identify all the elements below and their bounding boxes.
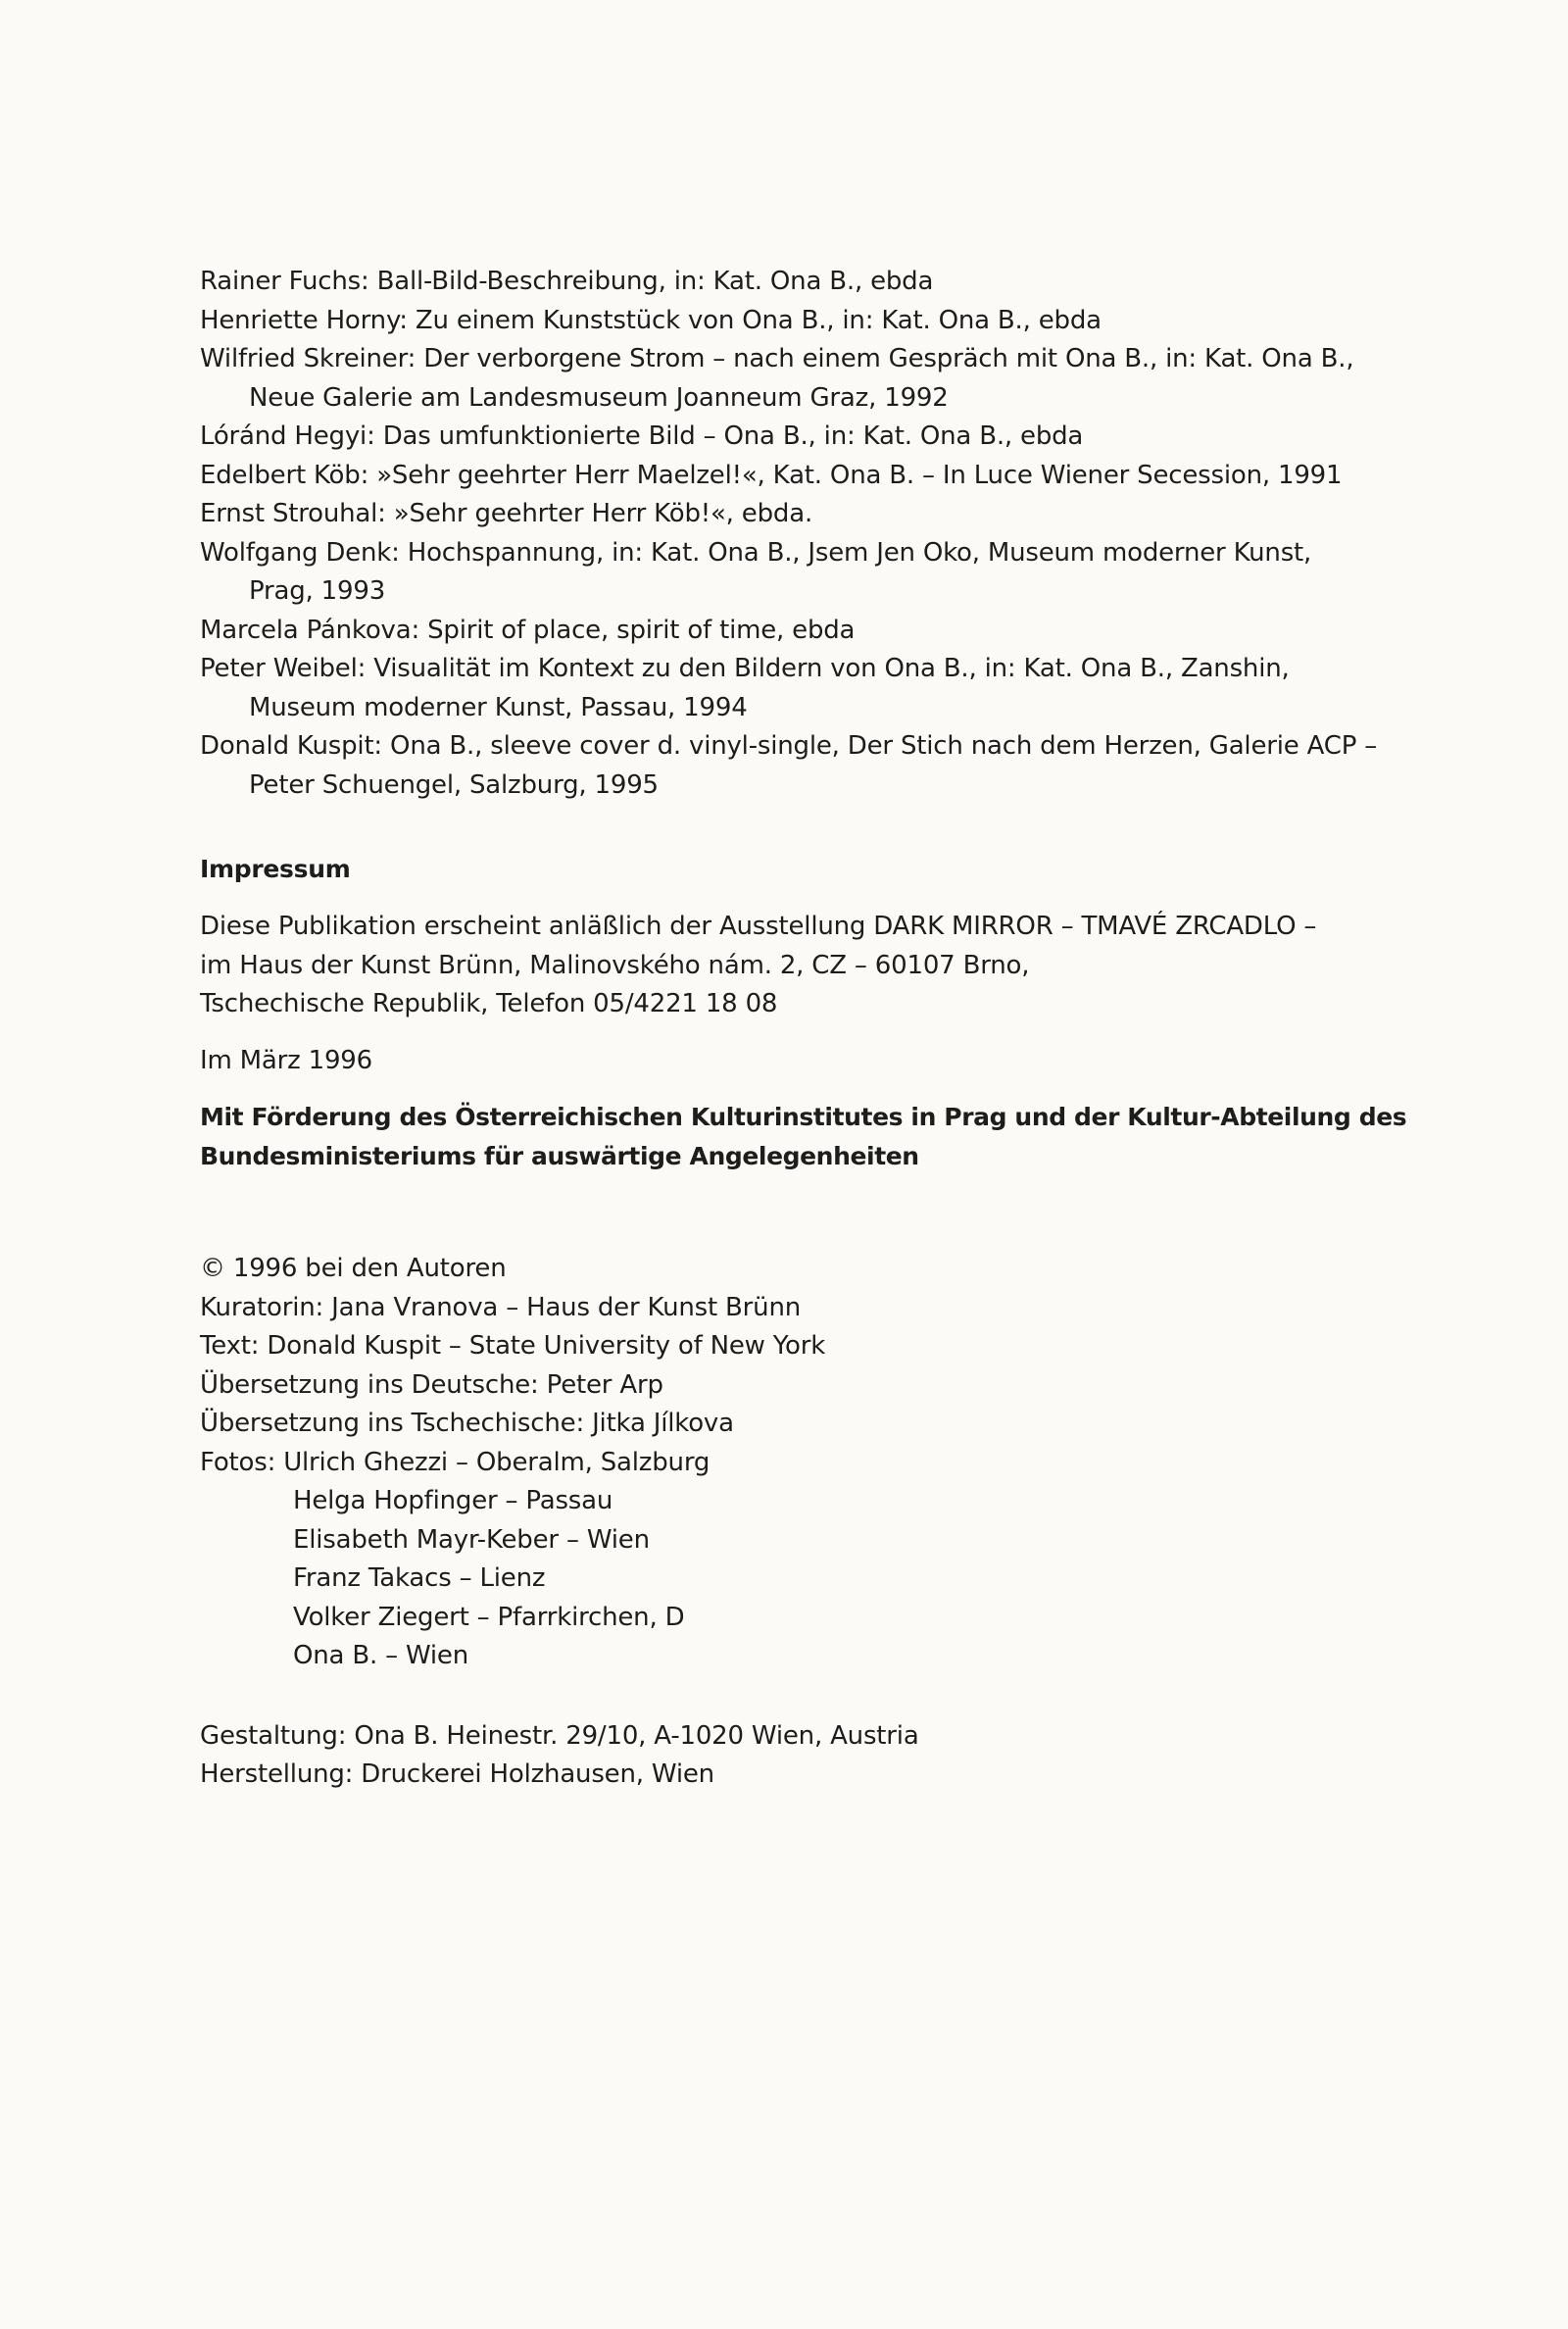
publication-line: im Haus der Kunst Brünn, Malinovského nám. 2, CZ – 60107 Brno, [200, 950, 1030, 980]
bibliography-list [200, 263, 1376, 805]
credit-line: Übersetzung ins Deutsche: Peter Arp [200, 1369, 663, 1400]
reference-continuation: Peter Schuengel, Salzburg, 1995 [249, 769, 659, 800]
funding-notice [200, 1098, 1407, 1176]
publication-notice [200, 908, 1376, 1024]
reference-entry: Rainer Fuchs: Ball-Bild-Beschreibung, in: Kat. Ona B., ebda [200, 267, 934, 296]
reference-entry: Wolfgang Denk: Hochspannung, in: Kat. Ona B., Jsem Jen Oko, Museum moderner Kunst, [200, 537, 1312, 568]
photographer-line: Franz Takacs – Lienz [293, 1563, 546, 1593]
document-page [200, 263, 1407, 1795]
reference-entry: Marcela Pánkova: Spirit of place, spirit of time, ebda [200, 615, 856, 645]
production-credits [200, 1717, 1376, 1795]
printing-credit: Herstellung: Druckerei Holzhausen, Wien [200, 1759, 714, 1789]
reference-entry: Wilfried Skreiner: Der verborgene Strom – nach einem Gespräch mit Ona B., in: Kat. Ona B., [200, 344, 1354, 373]
publication-line: Diese Publikation erscheint anläßlich der Ausstellung DARK MIRROR – TMAVÉ ZRCADLO – [200, 912, 1317, 941]
impressum-heading: Impressum [200, 855, 351, 883]
reference-entry: Lóránd Hegyi: Das umfunktionierte Bild – Ona B., in: Kat. Ona B., ebda [200, 421, 1084, 451]
funding-line: Bundesministeriums für auswärtige Angelegenheiten [200, 1142, 919, 1170]
reference-continuation: Neue Galerie am Landesmuseum Joanneum Graz, 1992 [249, 382, 949, 413]
reference-entry: Edelbert Köb: »Sehr geehrter Herr Maelzel!«, Kat. Ona B. – In Luce Wiener Secession, 1991 [200, 460, 1343, 490]
credits-list [200, 1250, 1376, 1676]
publication-date: Im März 1996 [200, 1045, 372, 1075]
reference-entry: Donald Kuspit: Ona B., sleeve cover d. vinyl-single, Der Stich nach dem Herzen, Galerie ACP – [200, 731, 1378, 761]
photographer-line: Helga Hopfinger – Passau [293, 1486, 613, 1515]
photographer-line: Volker Ziegert – Pfarrkirchen, D [293, 1602, 685, 1632]
reference-entry: Ernst Strouhal: »Sehr geehrter Herr Köb!«, ebda. [200, 499, 813, 528]
copyright-line: © 1996 bei den Autoren [200, 1254, 507, 1283]
publication-line: Tschechische Republik, Telefon 05/4221 18 08 [200, 989, 778, 1018]
credit-line: Kuratorin: Jana Vranova – Haus der Kunst Brünn [200, 1292, 801, 1322]
credit-line: Text: Donald Kuspit – State University of New York [200, 1331, 826, 1361]
reference-entry: Peter Weibel: Visualität im Kontext zu den Bildern von Ona B., in: Kat. Ona B., Zanshin, [200, 654, 1290, 683]
design-credit: Gestaltung: Ona B. Heinestr. 29/10, A-1020 Wien, Austria [200, 1720, 919, 1751]
reference-entry: Henriette Horny: Zu einem Kunststück von Ona B., in: Kat. Ona B., ebda [200, 305, 1102, 335]
reference-continuation: Prag, 1993 [249, 576, 386, 606]
credit-line: Fotos: Ulrich Ghezzi – Oberalm, Salzburg [200, 1447, 710, 1477]
photographer-line: Elisabeth Mayr-Keber – Wien [293, 1524, 650, 1555]
credit-line: Übersetzung ins Tschechische: Jitka Jílkova [200, 1409, 734, 1438]
photographer-line: Ona B. – Wien [293, 1641, 469, 1670]
funding-line: Mit Förderung des Österreichischen Kulturinstitutes in Prag und der Kultur-Abteilung des [200, 1103, 1407, 1131]
reference-continuation: Museum moderner Kunst, Passau, 1994 [249, 692, 748, 722]
